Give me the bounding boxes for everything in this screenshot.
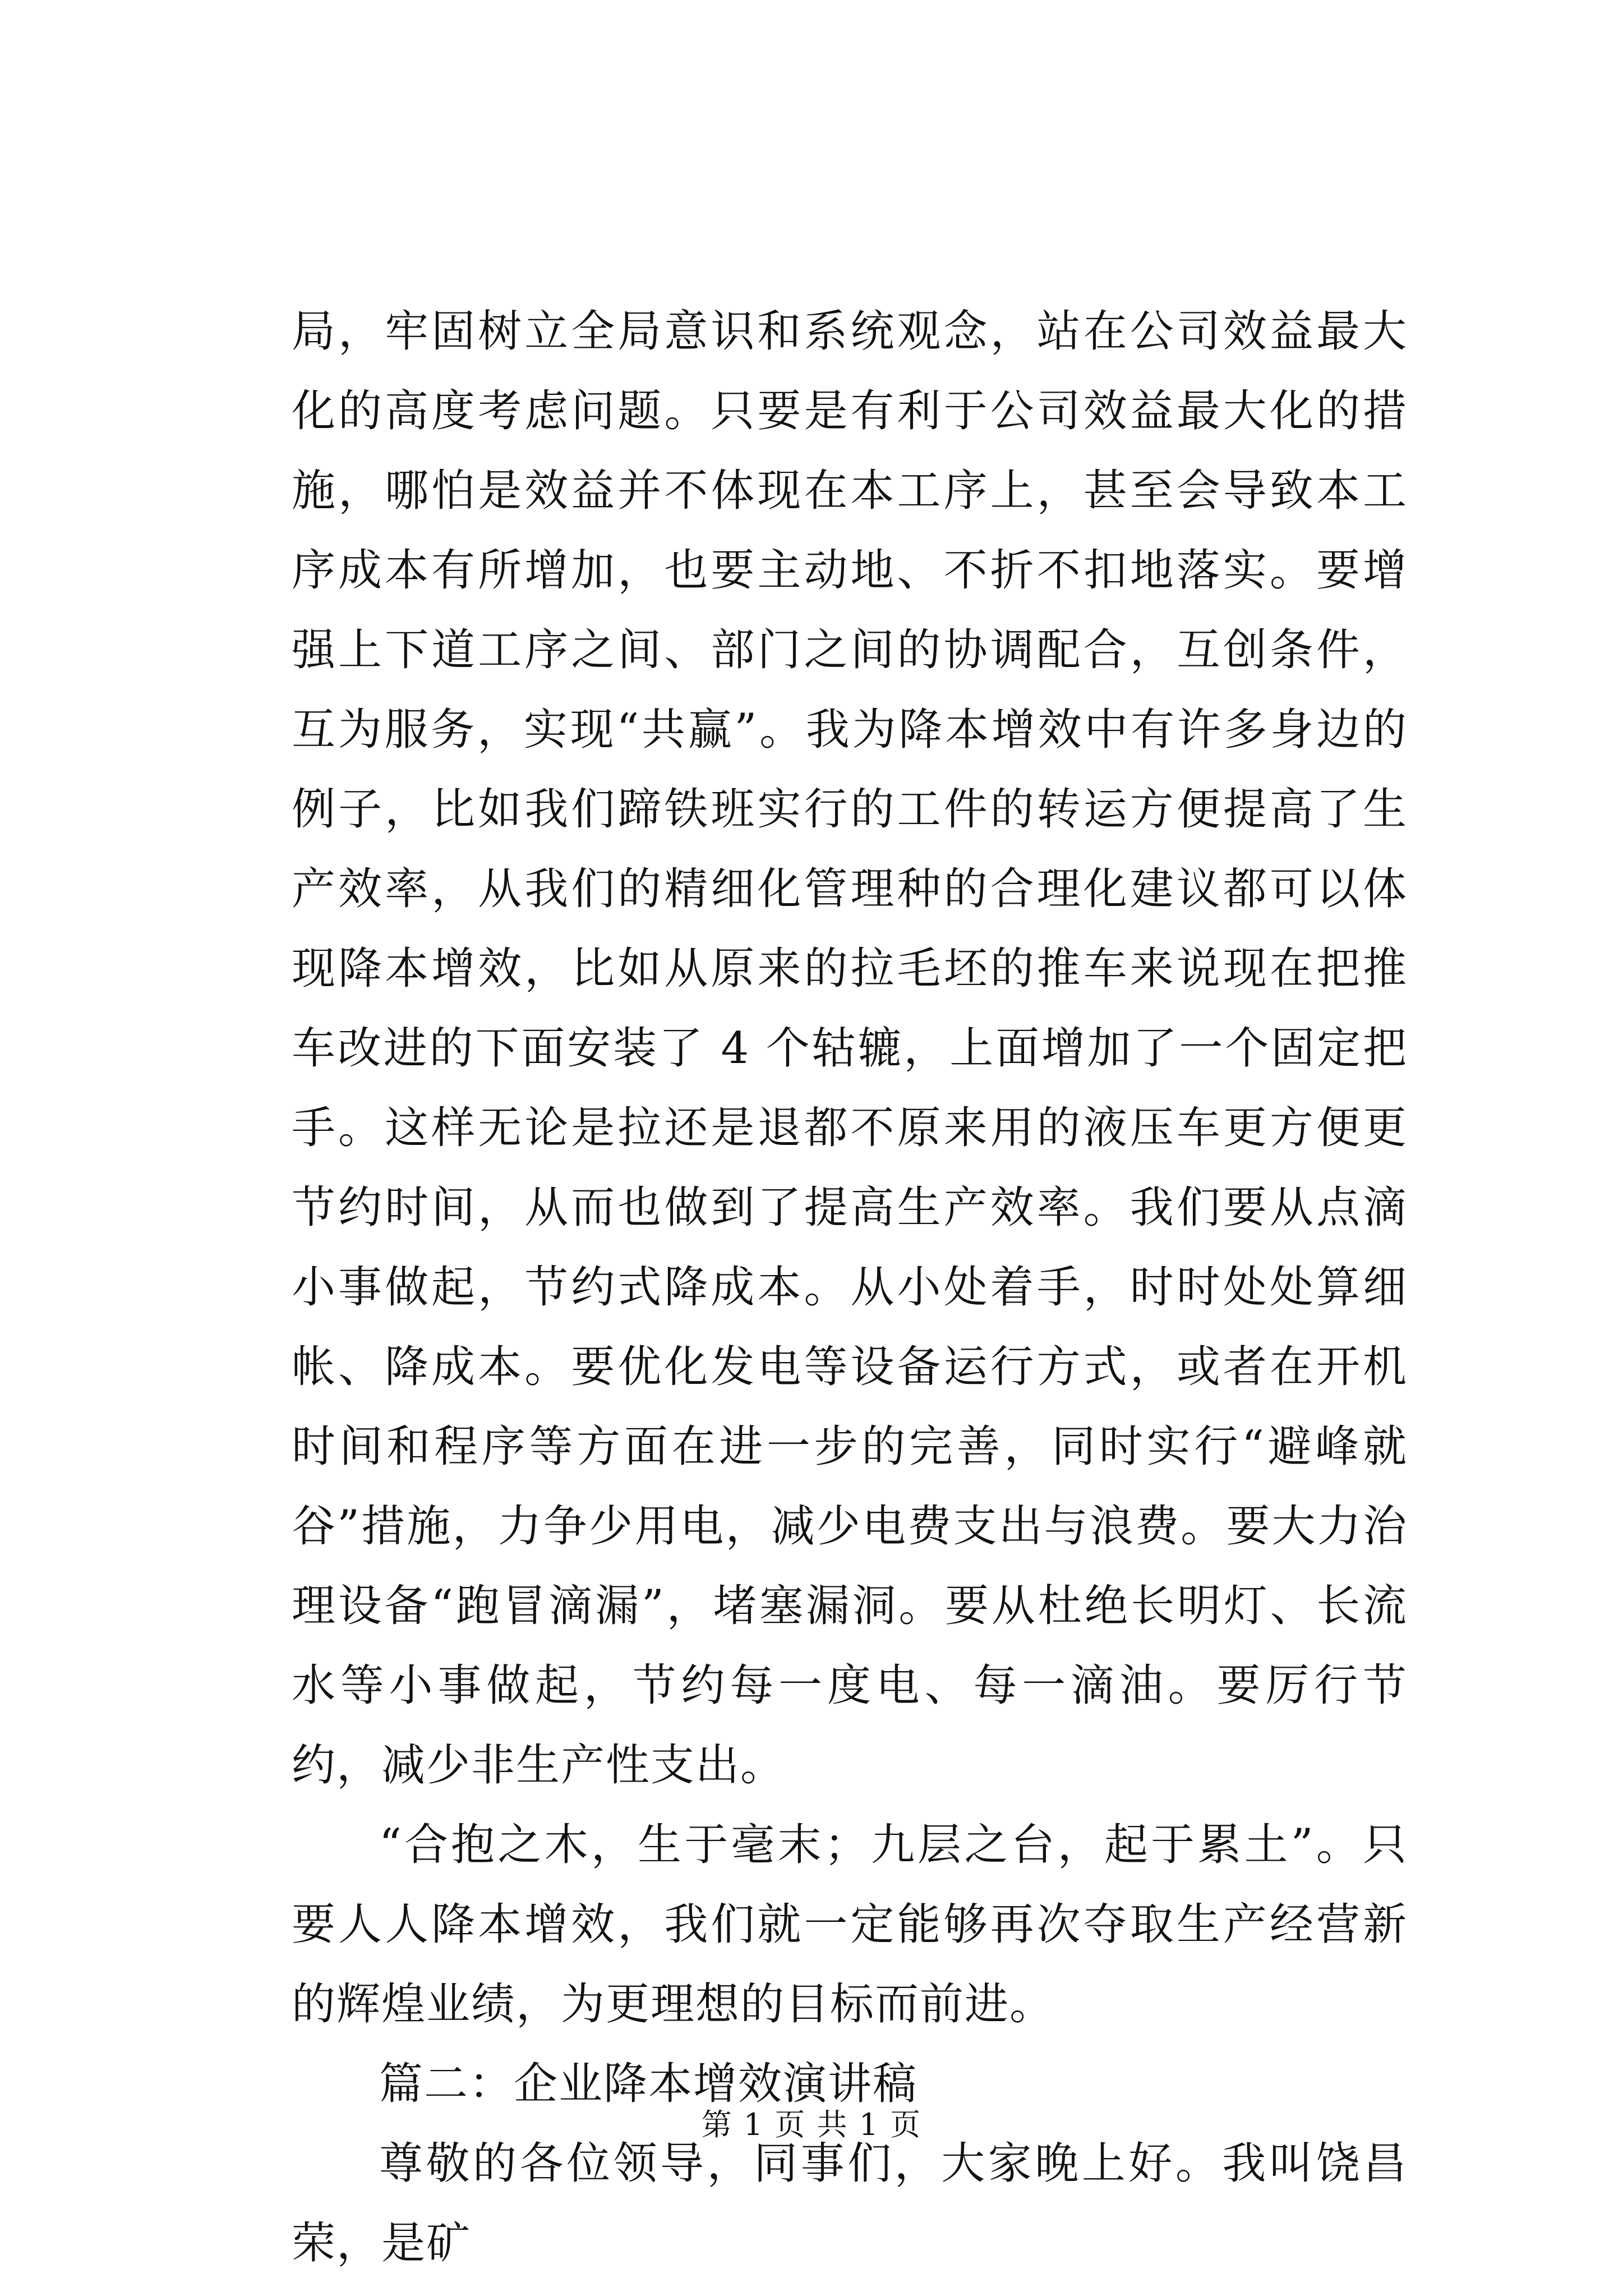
paragraph-1: 局，牢固树立全局意识和系统观念，站在公司效益最大化的高度考虑问题。只要是有利于公司效益最大化的措施，哪怕是效益并不体现在本工序上，甚至会导致本工序成本有所增加，也要主动地、不折不扣地落实。要增强上下道工序之间、部门之间的协调配合，互创条件，互为服务，实现“共赢”。我为降本增效中有许多身边的例子，比如我们蹄铁班实行的工件的转运方便提高了生产效率，从我们的精细化管理种的合理化建议都可以体现降本增效，比如从原来的拉毛坯的推车来说现在把推车改进的下面安装了 4 个轱辘，上面增加了一个固定把手。这样无论是拉还是退都不原来用的液压车更方便更节约时间，从而也做到了提高生产效率。我们要从点滴小事做起，节约式降成本。从小处着手，时时处处算细帐、降成本。要优化发电等设备运行方式，或者在开机时间和程序等方面在进一步的完善，同时实行“避峰就谷”措施，力争少用电，减少电费支出与浪费。要大力治理设备“跑冒滴漏”，堵塞漏洞。要从杜绝长明灯、长流水等小事做起，节约每一度电、每一滴油。要厉行节约，减少非生产性支出。 [292, 306, 1408, 1791]
section-heading: 篇二：企业降本增效演讲稿 [379, 2059, 918, 2109]
paragraph-4: 尊敬的各位领导，同事们，大家晚上好。我叫饶昌荣，是矿 [292, 2138, 1408, 2269]
paragraph-2: “合抱之木，生于毫末；九层之台，起于累土”。只要人人降本增效，我们就一定能够再次夺取生产经营新的辉煌业绩，为更理想的目标而前进。 [292, 1820, 1408, 2030]
document-body [292, 292, 1408, 2283]
page-footer: 第 1 页 共 1 页 [701, 2107, 922, 2142]
